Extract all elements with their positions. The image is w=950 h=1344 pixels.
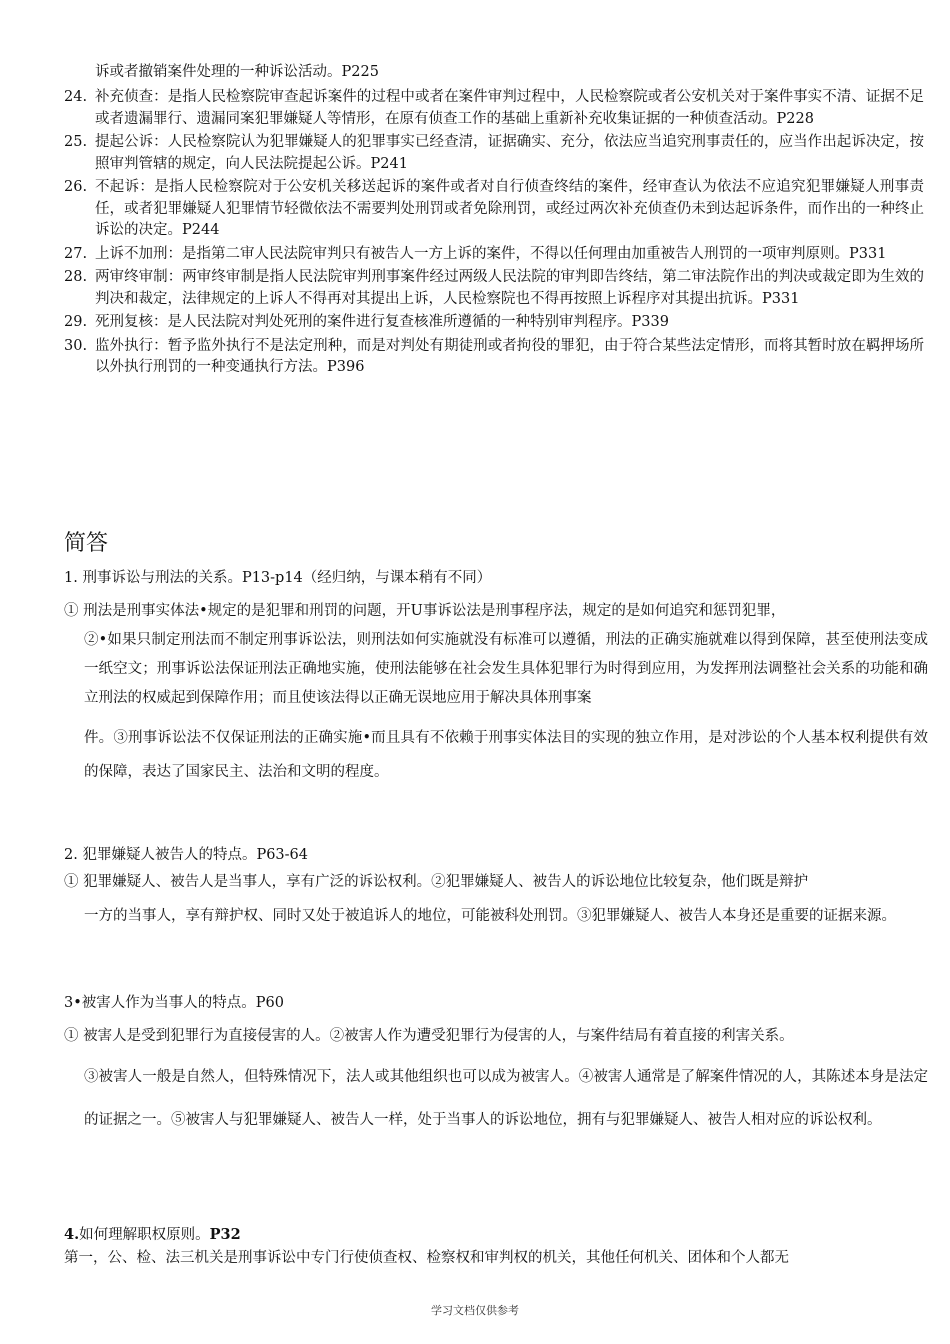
answer-first-line: ① 被害人是受到犯罪行为直接侵害的人。②被害人作为遭受犯罪行为侵害的人，与案件结局有着直接的利害关系。	[64, 1028, 794, 1044]
answer-body: 件。③刑事诉讼法不仅保证刑法的正确实施•而且具有不依赖于刑事实体法目的实现的独立作用，是对涉讼的个人基本权利提供有效的保障，表达了国家民主、法治和文明的程度。	[84, 730, 928, 780]
answer-first-line: 第一，公、检、法三机关是刑事诉讼中专门行使侦查权、检察权和审判权的机关，其他任何机关、团体和个人都无	[64, 1250, 789, 1266]
answer-first-line: ① 刑法是刑事实体法•规定的是犯罪和刑罚的问题，开U事诉讼法是刑事程序法，规定的是如何追究和惩罚犯罪，	[64, 603, 786, 619]
item-number: 29.	[64, 314, 88, 330]
list-item	[64, 244, 924, 266]
continuation-text: 诉或者撤销案件处理的一种诉讼活动。P225	[95, 64, 379, 80]
list-item	[64, 177, 924, 242]
item-text: 监外执行：暂予监外执行不是法定刑种，而是对判处有期徒刑或者拘役的罪犯，由于符合某些法定情形，而将其暂时放在羁押场所以外执行刑罚的一种变通执行方法。P396	[95, 337, 924, 375]
list-item	[64, 336, 924, 379]
item-number: 28.	[64, 269, 88, 285]
question-title	[64, 1225, 928, 1245]
list-item	[64, 267, 924, 310]
item-text: 死刑复核：是人民法院对判处死刑的案件进行复查核准所遵循的一种特别审判程序。P339	[95, 314, 669, 330]
section-heading: 简答	[64, 531, 109, 556]
answer-first-line: ① 犯罪嫌疑人、被告人是当事人，享有广泛的诉讼权利。②犯罪嫌疑人、被告人的诉讼地位比较复杂，他们既是辩护	[64, 874, 809, 890]
question-block-4	[64, 1225, 928, 1269]
question-block-3	[64, 993, 928, 1142]
list-item	[64, 312, 924, 334]
item-text: 补充侦查：是指人民检察院审查起诉案件的过程中或者在案件审判过程中，人民检察院或者公安机关对于案件事实不清、证据不足或者遗漏罪行、遗漏同案犯罪嫌疑人等情形，在原有侦查工作的基础上重新补充收集证据的一种侦查活动。P228	[95, 89, 924, 127]
question-block-1	[64, 568, 928, 789]
page-footer: 学习文档仅供参考	[431, 1304, 519, 1317]
question-number: 4.	[64, 1226, 80, 1243]
item-number: 30.	[64, 337, 88, 354]
answer-body: ③被害人一般是自然人，但特殊情况下，法人或其他组织也可以成为被害人。④被害人通常是了解案件情况的人，其陈述本身是法定的证据之一。⑤被害人与犯罪嫌疑人、被告人一样，处于当事人的诉讼地位，拥有与犯罪嫌疑人、被告人相对应的诉讼权利。	[84, 1069, 928, 1128]
question-block-2	[64, 845, 928, 933]
item-number: 27.	[64, 245, 88, 262]
question-title: 3•被害人作为当事人的特点。P60	[64, 995, 284, 1011]
term-definition-list	[64, 87, 924, 381]
question-title: 2. 犯罪嫌疑人被告人的特点。P63-64	[64, 847, 308, 863]
item-number: 24.	[64, 89, 88, 105]
item-text: 上诉不加刑：是指第二审人民法院审判只有被告人一方上诉的案件，不得以任何理由加重被告人刑罚的一项审判原则。P331	[95, 245, 887, 262]
item-text: 提起公诉：人民检察院认为犯罪嫌疑人的犯罪事实已经查清，证据确实、充分，依法应当追究刑事责任的，应当作出起诉决定，按照审判管辖的规定，向人民法院提起公诉。P241	[95, 134, 924, 172]
question-title: 1. 刑事诉讼与刑法的关系。P13-p14（经归纳，与课本稍有不同）	[64, 570, 492, 586]
question-text: 如何理解职权原则。	[79, 1227, 210, 1243]
item-text: 不起诉：是指人民检察院对于公安机关移送起诉的案件或者对自行侦查终结的案件，经审查认为依法不应追究犯罪嫌疑人刑事责任，或者犯罪嫌疑人犯罪情节轻微依法不需要判处刑罚或者免除刑罚，或经过两次补充侦查仍未到达起诉条件，而作出的一种终止诉讼的决定。P244	[95, 179, 924, 238]
page-reference: P32	[209, 1226, 241, 1243]
answer-body: ②•如果只制定刑法而不制定刑事诉讼法，则刑法如何实施就没有标准可以遵循，刑法的正确实施就难以得到保障，甚至使刑法变成一纸空文；刑事诉讼法保证刑法正确地实施，使刑法能够在社会发生具体犯罪行为时得到应用，为发挥刑法调整社会关系的功能和确立刑法的权威起到保障作用；而且使该法得以正确无误地应用于解决具体刑事案	[84, 632, 928, 706]
item-text: 两审终审制：两审终审制是指人民法院审判刑事案件经过两级人民法院的审判即告终结，第二审法院作出的判决或裁定即为生效的判决和裁定，法律规定的上诉人不得再对其提出上诉，人民检察院也不得再按照上诉程序对其提出抗诉。P331	[95, 269, 924, 307]
list-item	[64, 132, 924, 175]
item-number: 26.	[64, 179, 88, 195]
list-item	[64, 87, 924, 130]
answer-body: 一方的当事人，享有辩护权、同时又处于被追诉人的地位，可能被科处刑罚。③犯罪嫌疑人、被告人本身还是重要的证据来源。	[84, 908, 896, 924]
item-number: 25.	[64, 134, 88, 150]
